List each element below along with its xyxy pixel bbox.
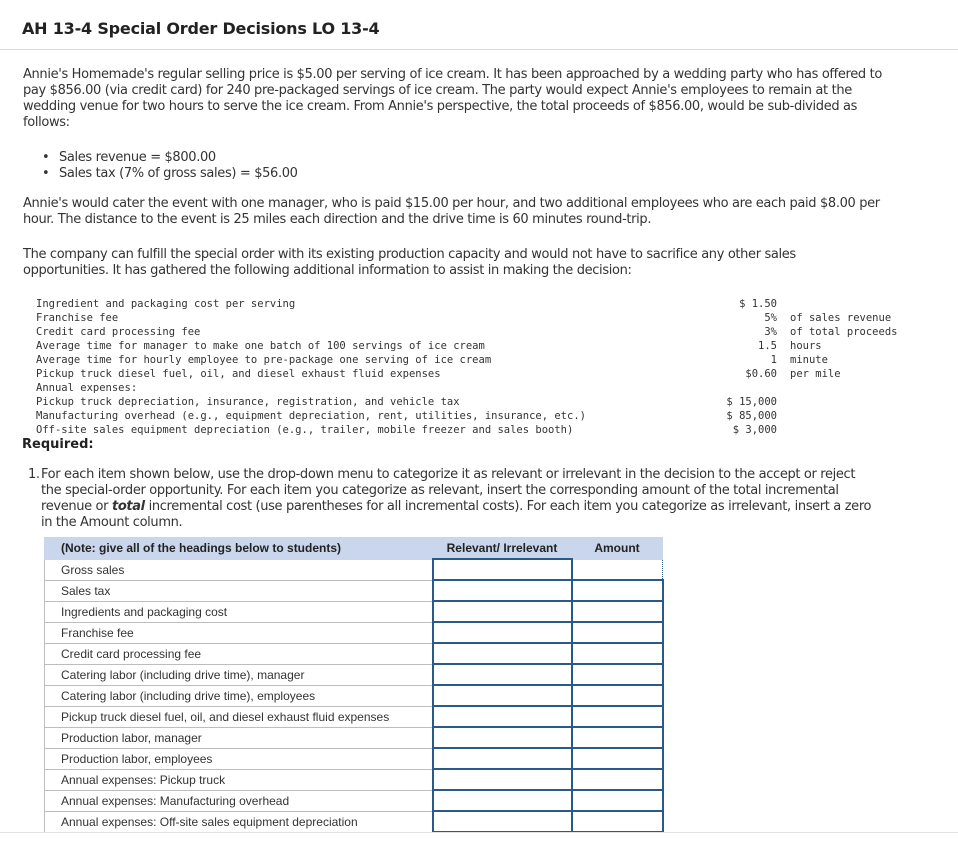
table-row [45,580,663,601]
amount-input[interactable] [572,622,663,643]
info-row [36,339,916,353]
row-label: Catering labor (including drive time), employees [45,685,433,706]
row-label: Credit card processing fee [45,643,433,664]
info-value: 1.5 [758,340,777,352]
info-label: Annual expenses: [36,382,138,394]
amount-input[interactable] [572,580,663,601]
info-label: Off-site sales equipment depreciation (e.g., trailer, mobile freezer and sales booth) [36,424,574,436]
list-item: • Sales tax (7% of gross sales) = $56.00 [40,166,298,182]
info-label: Ingredient and packaging cost per serving [36,298,296,310]
table-row [45,790,663,811]
table-row [45,727,663,748]
row-label: Pickup truck diesel fuel, oil, and diesel exhaust fluid expenses [45,706,433,727]
relevance-dropdown[interactable] [433,664,572,685]
relevance-dropdown[interactable] [433,643,572,664]
list-item: • Sales revenue = $800.00 [40,150,298,166]
info-label: Franchise fee [36,312,119,324]
amount-input[interactable] [572,811,663,832]
capacity-paragraph: The company can fulfill the special order with its existing production capacity and would not have to sacrifice any other sales opportunities. It has gathered the following additional information to assist in making the decision: [23,247,796,278]
info-row [36,395,916,409]
info-label: Average time for hourly employee to pre-package one serving of ice cream [36,354,492,366]
info-row [36,367,916,381]
question-text-part: incremental cost (use parentheses for all incremental costs). For each item you categorize as irrelevant, insert a zero in the Amount column. [41,499,872,530]
bottom-divider [0,832,958,833]
info-value: 5% [764,312,777,324]
table-row [45,748,663,769]
info-value: $ 15,000 [726,396,777,408]
table-row [45,769,663,790]
table-row [45,622,663,643]
row-label: Catering labor (including drive time), manager [45,664,433,685]
info-row [36,325,916,339]
relevance-dropdown[interactable] [433,727,572,748]
relevance-dropdown[interactable] [433,811,572,832]
info-label: Pickup truck diesel fuel, oil, and diesel exhaust fluid expenses [36,368,441,380]
question-1 [28,467,878,531]
question-text [28,467,878,531]
info-label: Pickup truck depreciation, insurance, registration, and vehicle tax [36,396,460,408]
table-header-item: (Note: give all of the headings below to students) [45,538,433,560]
table-row [45,559,663,580]
info-row [36,381,916,395]
info-value: 3% [764,326,777,338]
info-label: Manufacturing overhead (e.g., equipment depreciation, rent, utilities, insurance, etc.) [36,410,586,422]
table-row [45,601,663,622]
amount-input[interactable] [572,559,663,580]
row-label: Ingredients and packaging cost [45,601,433,622]
title-divider [0,49,958,50]
relevance-dropdown[interactable] [433,706,572,727]
question-text-part: For each item shown below, use the drop-down menu to categorize it as relevant or irrelevant in the decision to the accept or reject the special-order opportunity. For each item you categorize as relevant, insert the corresponding amount of the total incremental revenue or [41,467,856,514]
table-header-amount: Amount [572,538,663,560]
table-row [45,811,663,832]
info-label: Average time for manager to make one batch of 100 servings of ice cream [36,340,485,352]
amount-input[interactable] [572,727,663,748]
info-unit: of sales revenue [790,312,892,324]
amount-input[interactable] [572,769,663,790]
info-row [36,409,916,423]
info-unit: of total proceeds [790,326,898,338]
relevance-dropdown[interactable] [433,622,572,643]
info-row [36,423,916,437]
info-value: 1 [770,354,777,366]
catering-paragraph: Annie's would cater the event with one manager, who is paid $15.00 per hour, and two additional employees who are each paid $8.00 per hour. The distance to the event is 25 miles each direction and the drive time is 60 minutes round-trip. [23,196,880,227]
info-value: $ 3,000 [732,424,777,436]
row-label: Annual expenses: Manufacturing overhead [45,790,433,811]
table-row [45,685,663,706]
amount-input[interactable] [572,643,663,664]
info-row [36,297,916,311]
row-label: Production labor, employees [45,748,433,769]
table-row [45,643,663,664]
relevance-dropdown[interactable] [433,769,572,790]
row-label: Annual expenses: Off-site sales equipment depreciation [45,811,433,832]
table-row [45,706,663,727]
row-label: Sales tax [45,580,433,601]
info-value: $ 85,000 [726,410,777,422]
row-label: Annual expenses: Pickup truck [45,769,433,790]
relevance-dropdown[interactable] [433,580,572,601]
relevance-dropdown[interactable] [433,748,572,769]
amount-input[interactable] [572,601,663,622]
question-emphasis: total [111,499,145,514]
question-number: 1. [28,467,40,482]
amount-input[interactable] [572,790,663,811]
intro-paragraph: Annie's Homemade's regular selling price is $5.00 per serving of ice cream. It has been approached by a wedding party who has offered to pay $856.00 (via credit card) for 240 pre-packaged servings of ice cream. The party would expect Annie's employees to remain at the wedding venue for two hours to serve the ice cream. From Annie's perspective, the total proceeds of $856.00, would be sub-divided as follows: [23,67,882,130]
table-header-relevance: Relevant/ Irrelevant [433,538,572,560]
relevance-dropdown[interactable] [433,601,572,622]
row-label: Franchise fee [45,622,433,643]
relevance-dropdown[interactable] [433,559,572,580]
info-value: $0.60 [745,368,777,380]
table-row [45,664,663,685]
info-unit: hours [790,340,822,352]
answer-table [44,537,664,833]
table-header-row [45,538,663,560]
amount-input[interactable] [572,748,663,769]
row-label: Production labor, manager [45,727,433,748]
info-row [36,311,916,325]
amount-input[interactable] [572,685,663,706]
proceeds-breakdown-list [40,150,298,182]
info-label: Credit card processing fee [36,326,201,338]
relevance-dropdown[interactable] [433,685,572,706]
info-unit: minute [790,354,828,366]
info-row [36,353,916,367]
page-title: AH 13-4 Special Order Decisions LO 13-4 [22,19,380,38]
relevance-dropdown[interactable] [433,790,572,811]
required-label: Required: [22,437,94,452]
amount-input[interactable] [572,706,663,727]
row-label: Gross sales [45,559,433,580]
info-unit: per mile [790,368,841,380]
info-value: $ 1.50 [739,298,777,310]
amount-input[interactable] [572,664,663,685]
